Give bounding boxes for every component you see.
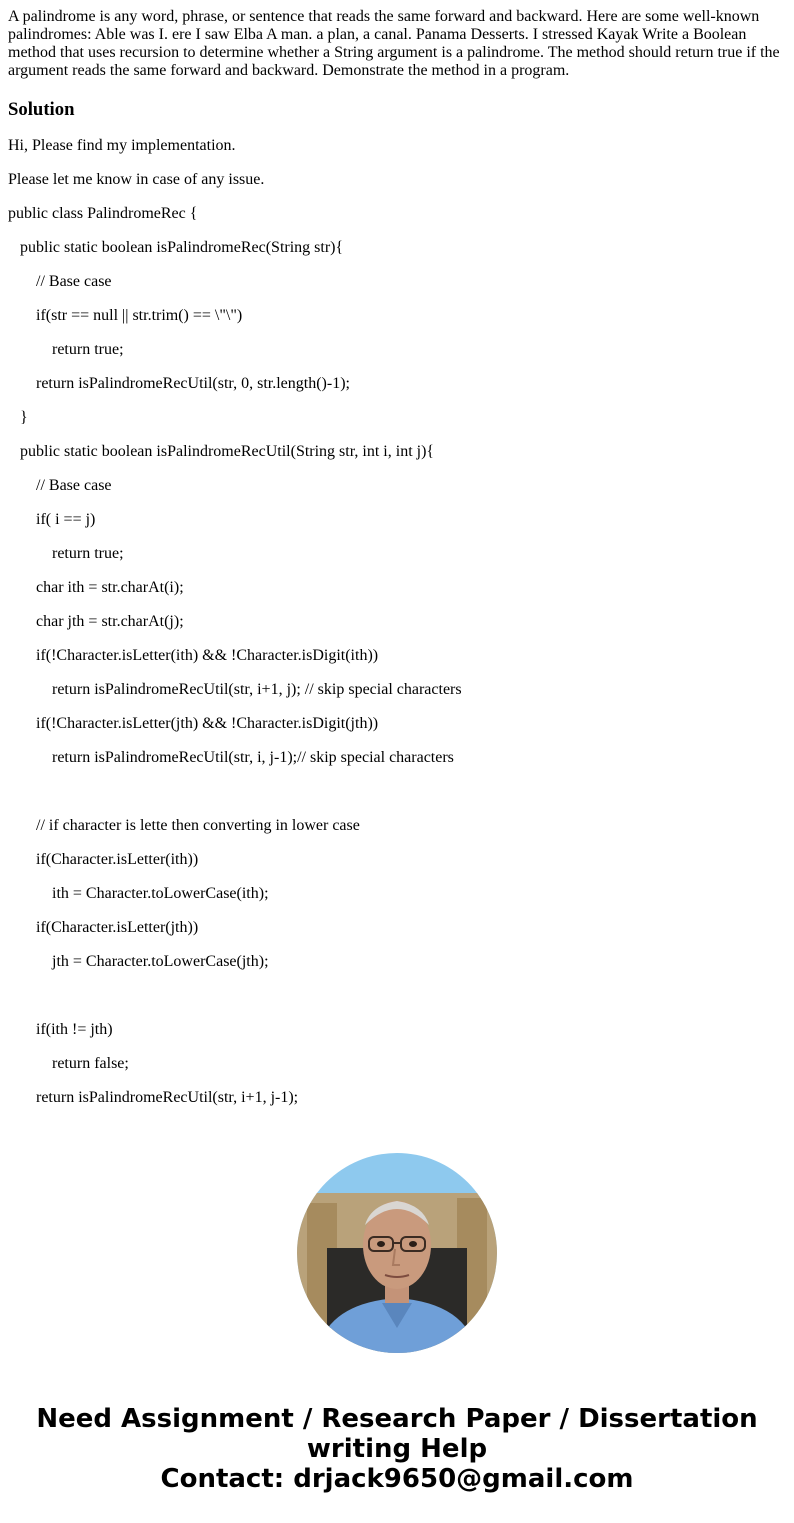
code-line: return false;: [8, 1055, 129, 1072]
code-line: return true;: [8, 341, 124, 358]
code-line: if(Character.isLetter(jth)): [8, 919, 199, 936]
footer-line: Need Assignment / Research Paper / Dissertation: [36, 1404, 758, 1434]
author-photo: [297, 1153, 497, 1353]
question-text: A palindrome is any word, phrase, or sentence that reads the same forward and backward. Here are some well-known palindromes: Able was I. ere I saw Elba A man. a plan, a canal. Panama Desserts. I stressed Kayak Write a Boolean method that uses recursion to determine whether a String argument is a palindrome. The method should return true if the argument reads the same forward and backward. Demonstrate the method in a program.: [8, 8, 780, 79]
code-line: public static boolean isPalindromeRecUtil(String str, int i, int j){: [8, 443, 435, 460]
code-line: char ith = str.charAt(i);: [8, 579, 184, 596]
code-line: ith = Character.toLowerCase(ith);: [8, 885, 269, 902]
code-line: [8, 987, 786, 1005]
code-line: public static boolean isPalindromeRec(String str){: [8, 239, 344, 256]
solution-heading: Solution: [8, 99, 75, 120]
code-line: char jth = str.charAt(j);: [8, 613, 184, 630]
code-line: return true;: [8, 545, 124, 562]
intro-line: Hi, Please find my implementation.: [8, 137, 236, 154]
code-line: // if character is lette then converting in lower case: [8, 817, 360, 834]
footer-line: writing Help: [306, 1434, 488, 1464]
code-line: if(ith != jth): [8, 1021, 113, 1038]
footer-banner: [0, 1404, 794, 1494]
code-line: if(!Character.isLetter(ith) && !Character.isDigit(ith)): [8, 647, 379, 664]
code-line: return isPalindromeRecUtil(str, i, j-1);// skip special characters: [8, 749, 454, 766]
intro-line: Please let me know in case of any issue.: [8, 171, 265, 188]
code-line: if( i == j): [8, 511, 96, 528]
code-line: // Base case: [8, 477, 112, 494]
code-line: [8, 783, 786, 801]
code-line: if(str == null || str.trim() == \"\"): [8, 307, 243, 324]
author-photo-illustration: [297, 1153, 497, 1353]
code-line: if(Character.isLetter(ith)): [8, 851, 199, 868]
document-body: [8, 8, 786, 1107]
footer-contact: Contact: drjack9650@gmail.com: [160, 1464, 634, 1494]
code-line: return isPalindromeRecUtil(str, i+1, j); // skip special characters: [8, 681, 462, 698]
code-line: return isPalindromeRecUtil(str, i+1, j-1);: [8, 1089, 299, 1106]
code-line: public class PalindromeRec {: [8, 205, 198, 222]
code-line: jth = Character.toLowerCase(jth);: [8, 953, 269, 970]
code-line: // Base case: [8, 273, 112, 290]
code-line: if(!Character.isLetter(jth) && !Character.isDigit(jth)): [8, 715, 379, 732]
code-line: return isPalindromeRecUtil(str, 0, str.length()-1);: [8, 375, 350, 392]
code-block: [8, 205, 786, 1107]
code-line: }: [8, 409, 28, 426]
